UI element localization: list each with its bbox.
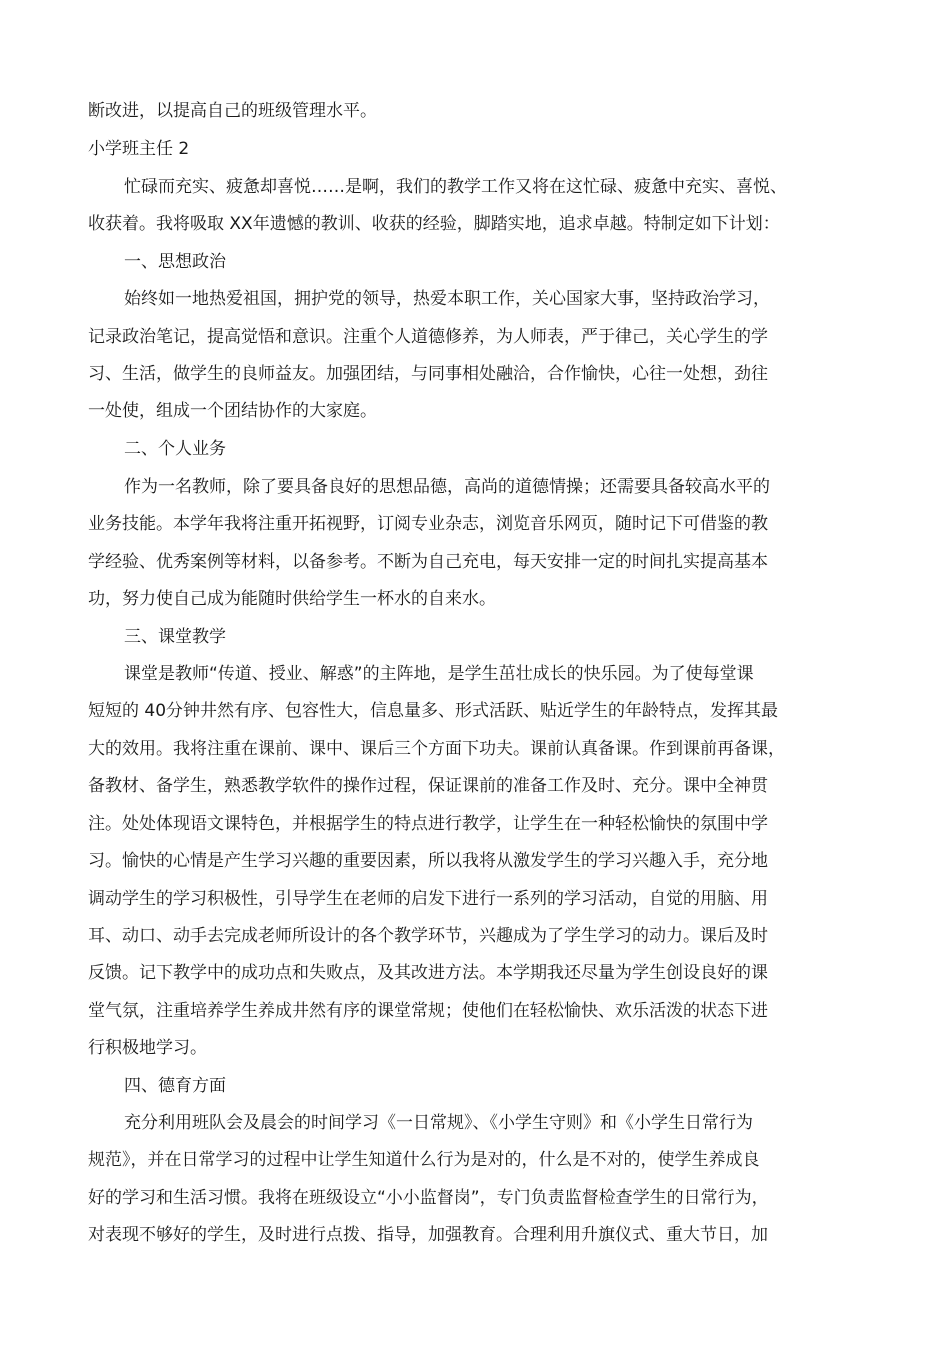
section-heading: 一、思想政治 (124, 252, 226, 272)
text-line: 课堂是教师“传道、授业、解惑”的主阵地，是学生茁壮成长的快乐园。为了使每堂课 (124, 664, 754, 684)
text-line: 反馈。记下教学中的成功点和失败点，及其改进方法。本学期我还尽量为学生创设良好的课 (88, 963, 768, 983)
text-line: 耳、动口、动手去完成老师所设计的各个教学环节，兴趣成为了学生学习的动力。课后及时 (88, 926, 768, 946)
text-line: 断改进，以提高自己的班级管理水平。 (88, 101, 377, 121)
text-line: 行积极地学习。 (88, 1038, 207, 1058)
text-line: 规范》，并在日常学习的过程中让学生知道什么行为是对的，什么是不对的，使学生养成良 (88, 1150, 760, 1170)
text-line: 堂气氛，注重培养学生养成井然有序的课堂常规；使他们在轻松愉快、欢乐活泼的状态下进 (88, 1001, 768, 1021)
text-line: 好的学习和生活习惯。我将在班级设立“小小监督岗”，专门负责监督检查学生的日常行为， (88, 1188, 769, 1208)
text-line: 大的效用。我将注重在课前、课中、课后三个方面下功夫。课前认真备课。作到课前再备课， (88, 739, 785, 759)
text-line: 作为一名教师，除了要具备良好的思想品德，高尚的道德情操；还需要具备较高水平的 (124, 477, 770, 497)
text-line: 调动学生的学习积极性，引导学生在老师的启发下进行一系列的学习活动，自觉的用脑、用 (88, 889, 768, 909)
text-line: 业务技能。本学年我将注重开拓视野，订阅专业杂志，浏览音乐网页，随时记下可借鉴的教 (88, 514, 768, 534)
text-line: 对表现不够好的学生，及时进行点拨、指导，加强教育。合理利用升旗仪式、重大节日，加 (88, 1225, 768, 1245)
section-title: 小学班主任 2 (88, 139, 190, 159)
text-line: 一处使，组成一个团结协作的大家庭。 (88, 401, 377, 421)
text-line: 忙碌而充实、疲惫却喜悦……是啊，我们的教学工作又将在这忙碌、疲惫中充实、喜悦、 (124, 177, 787, 197)
text-line: 记录政治笔记，提高觉悟和意识。注重个人道德修养，为人师表，严于律己，关心学生的学 (88, 327, 768, 347)
text-line: 收获着。我将吸取 XX年遗憾的教训、收获的经验，脚踏实地，追求卓越。特制定如下计划： (88, 214, 780, 234)
text-line: 功，努力使自己成为能随时供给学生一杯水的自来水。 (88, 589, 496, 609)
section-heading: 二、个人业务 (124, 439, 226, 459)
text-line: 注。处处体现语文课特色，并根据学生的特点进行教学，让学生在一种轻松愉快的氛围中学 (88, 814, 768, 834)
text-line: 习。愉快的心情是产生学习兴趣的重要因素，所以我将从激发学生的学习兴趣入手，充分地 (88, 851, 768, 871)
text-line: 短短的 40分钟井然有序、包容性大，信息量多、形式活跃、贴近学生的年龄特点，发挥其最 (88, 701, 779, 721)
text-line: 习、生活，做学生的良师益友。加强团结，与同事相处融洽，合作愉快，心往一处想，劲往 (88, 364, 768, 384)
text-line: 始终如一地热爱祖国，拥护党的领导，热爱本职工作，关心国家大事，坚持政治学习， (124, 289, 770, 309)
section-heading: 四、德育方面 (124, 1076, 226, 1096)
text-line: 学经验、优秀案例等材料，以备参考。不断为自己充电，每天安排一定的时间扎实提高基本 (88, 552, 768, 572)
section-heading: 三、课堂教学 (124, 627, 226, 647)
text-line: 充分利用班队会及晨会的时间学习《一日常规》、《小学生守则》和《小学生日常行为 (124, 1113, 753, 1133)
text-line: 备教材、备学生，熟悉教学软件的操作过程，保证课前的准备工作及时、充分。课中全神贯 (88, 776, 768, 796)
